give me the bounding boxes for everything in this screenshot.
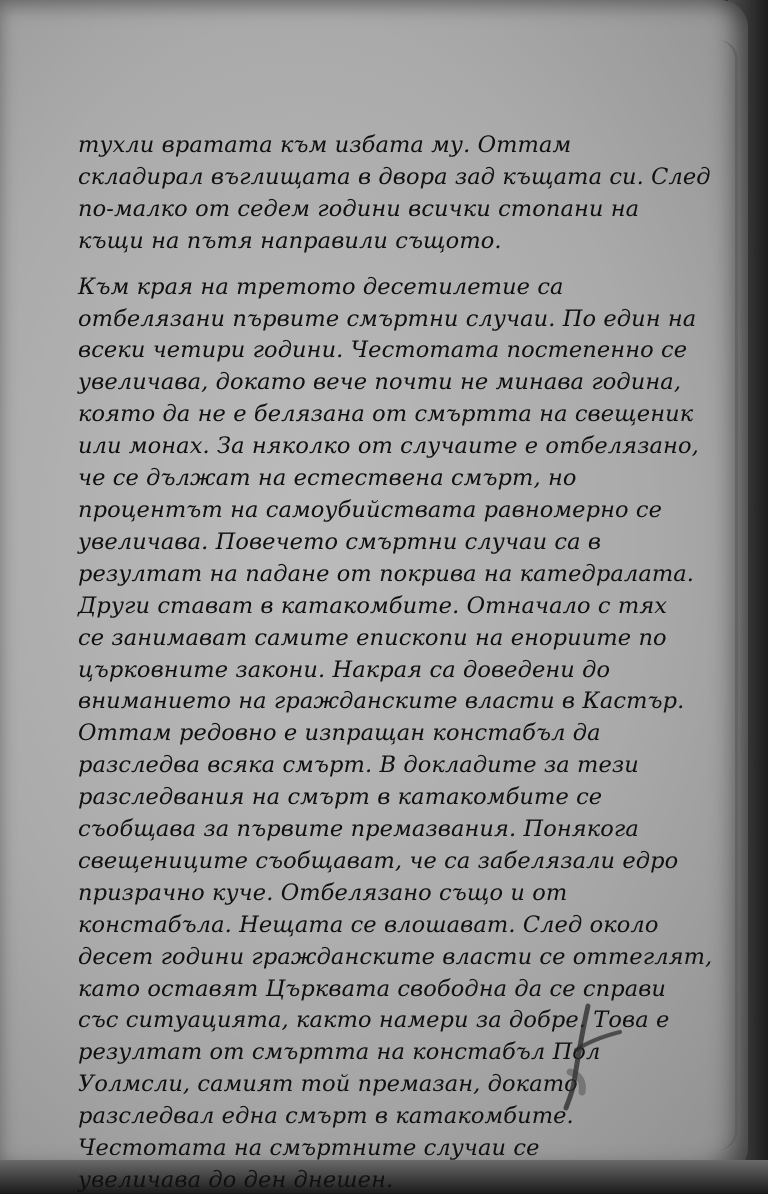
text-line: тухли вратата към избата му. Оттам bbox=[78, 132, 572, 158]
text-line: съобщава за първите премазвания. Понякога bbox=[78, 816, 639, 843]
text-line: констабъла. Нещата се влошават. След около bbox=[78, 911, 659, 938]
text-line: или монах. За няколко от случаите е отбелязано, bbox=[78, 433, 699, 460]
text-line: че се дължат на естествена смърт, но bbox=[78, 465, 577, 492]
text-line: Оттам редовно е изпращан констабъл да bbox=[78, 720, 601, 747]
text-line: отбелязани първите смъртни случаи. По един на bbox=[78, 305, 697, 332]
text-line: Други стават в катакомбите. Отначало с тях bbox=[78, 592, 668, 619]
paragraph-1 bbox=[78, 130, 718, 258]
text-line: десет години гражданските власти се оттеглят, bbox=[78, 943, 713, 970]
text-line: всеки четири години. Честотата постепенно се bbox=[78, 337, 688, 364]
text-line: свещениците съобщават, че са забелязали едро bbox=[78, 847, 679, 874]
text-line: като оставят Църквата свободна да се справи bbox=[78, 975, 666, 1002]
text-line: увеличава. Повечето смъртни случаи са в bbox=[78, 528, 602, 555]
text-line: Честотата на смъртните случаи се bbox=[78, 1135, 540, 1162]
text-line: къщи на пътя направили същото. bbox=[78, 227, 502, 254]
text-line: разследвания на смърт в катакомбите се bbox=[78, 784, 603, 811]
text-line: Към края на третото десетилетие са bbox=[78, 273, 564, 300]
text-line: резултат на падане от покрива на катедралата. bbox=[78, 560, 695, 587]
text-line: увеличава, докато вече почти не минава година, bbox=[78, 369, 682, 396]
text-line: се занимават самите епископи на енориите по bbox=[78, 624, 667, 651]
text-line: църковните закони. Накрая са доведени до bbox=[78, 656, 611, 683]
text-line: Уолмсли, самият той премазан, докато bbox=[78, 1071, 578, 1098]
text-line: складирал въглищата в двора зад къщата си. След bbox=[78, 163, 711, 190]
text-line: по-малко от седем години всички стопани на bbox=[78, 195, 640, 222]
ink-smudge bbox=[548, 1002, 628, 1112]
text-line: разследвал една смърт в катакомбите. bbox=[78, 1103, 574, 1130]
page-edge bbox=[717, 40, 738, 1150]
text-line: резултат от смъртта на констабъл Пол bbox=[78, 1039, 601, 1066]
text-line: вниманието на гражданските власти в Кастър. bbox=[78, 688, 685, 715]
text-line: призрачно куче. Отбелязано също и от bbox=[78, 879, 568, 906]
text-line: със ситуацията, както намери за добре. Това е bbox=[78, 1007, 670, 1034]
text-line: процентът на самоубийствата равномерно се bbox=[78, 496, 663, 523]
text-line: разследва всяка смърт. В докладите за тези bbox=[78, 752, 639, 779]
text-line: увеличава до ден днешен. bbox=[78, 1167, 394, 1193]
text-line: която да не е белязана от смъртта на свещеник bbox=[78, 401, 694, 428]
